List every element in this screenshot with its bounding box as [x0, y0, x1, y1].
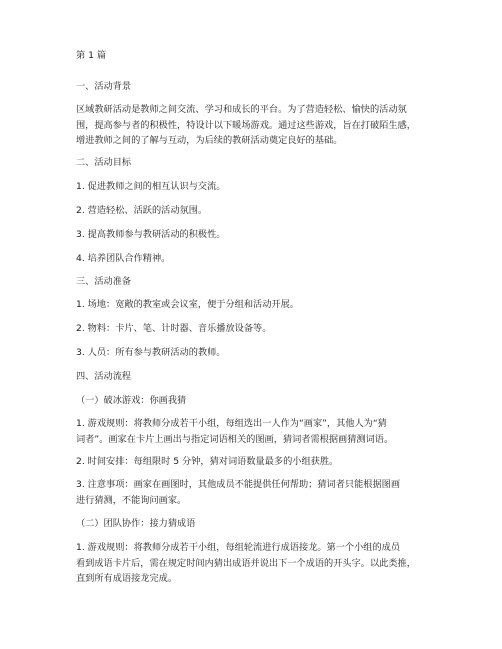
- list-item: 1. 促进教师之间的相互认识与交流。: [76, 181, 226, 192]
- game-title-draw-guess: （一）破冰游戏：你画我猜: [76, 395, 187, 406]
- paragraph-line: 增进教师之间的了解与互动，为后续的教研活动奠定良好的基础。: [76, 135, 343, 146]
- section-title-background: 一、活动背景: [76, 81, 132, 92]
- paragraph-line: 进行猜测，不能询问画家。: [76, 494, 187, 506]
- paragraph-line: 直到所有成语接龙完成。: [76, 573, 178, 584]
- chapter-heading: 第 1 篇: [76, 50, 107, 61]
- list-item: 3. 提高教师参与教研活动的积极性。: [76, 229, 226, 240]
- paragraph-line: 区域教研活动是教师之间交流、学习和成长的平台。为了营造轻松、愉快的活动氛: [76, 104, 407, 115]
- game-time-item: 2. 时间安排：每组限时 5 分钟，猜对词语数量最多的小组获胜。: [76, 456, 339, 467]
- game-rule-paragraph: [76, 540, 428, 587]
- section-title-goals: 二、活动目标: [76, 157, 132, 168]
- paragraph-line: 3. 注意事项：画家在画图时，其他成员不能提供任何帮助；猜词者只能根据图画: [76, 479, 401, 490]
- game-note-paragraph: [76, 477, 428, 508]
- paragraph-line: 围，提高参与者的积极性，特设计以下暖场游戏。通过这些游戏，旨在打破陌生感，: [76, 119, 416, 131]
- paragraph-line: 词者”。画家在卡片上画出与指定词语相关的图画，猜词者需根据画猜测词语。: [76, 433, 394, 445]
- paragraph-line: 1. 游戏规则：将教师分成若干小组，每组轮流进行成语接龙。第一个小组的成员: [76, 542, 401, 553]
- list-item: 2. 物料：卡片、笔、计时器、音乐播放设备等。: [76, 323, 272, 334]
- paragraph-line: 看到成语卡片后，需在规定时间内猜出成语并说出下一个成语的开头字。以此类推，: [76, 557, 416, 569]
- list-item: 3. 人员：所有参与教研活动的教师。: [76, 347, 226, 358]
- game-rule-paragraph: [76, 416, 428, 447]
- game-title-idiom-relay: （二）团队协作：接力猜成语: [76, 518, 196, 529]
- list-item: 2. 营造轻松、活跃的活动氛围。: [76, 205, 208, 216]
- section-title-process: 四、活动流程: [76, 371, 132, 382]
- list-item: 4. 培养团队合作精神。: [76, 253, 171, 264]
- paragraph-line: 1. 游戏规则：将教师分成若干小组，每组选出一人作为“画家”，其他人为“猜: [76, 418, 387, 429]
- section-title-preparation: 三、活动准备: [76, 276, 132, 287]
- background-paragraph: [76, 102, 428, 149]
- list-item: 1. 场地：宽敞的教室或会议室，便于分组和活动开展。: [76, 299, 299, 310]
